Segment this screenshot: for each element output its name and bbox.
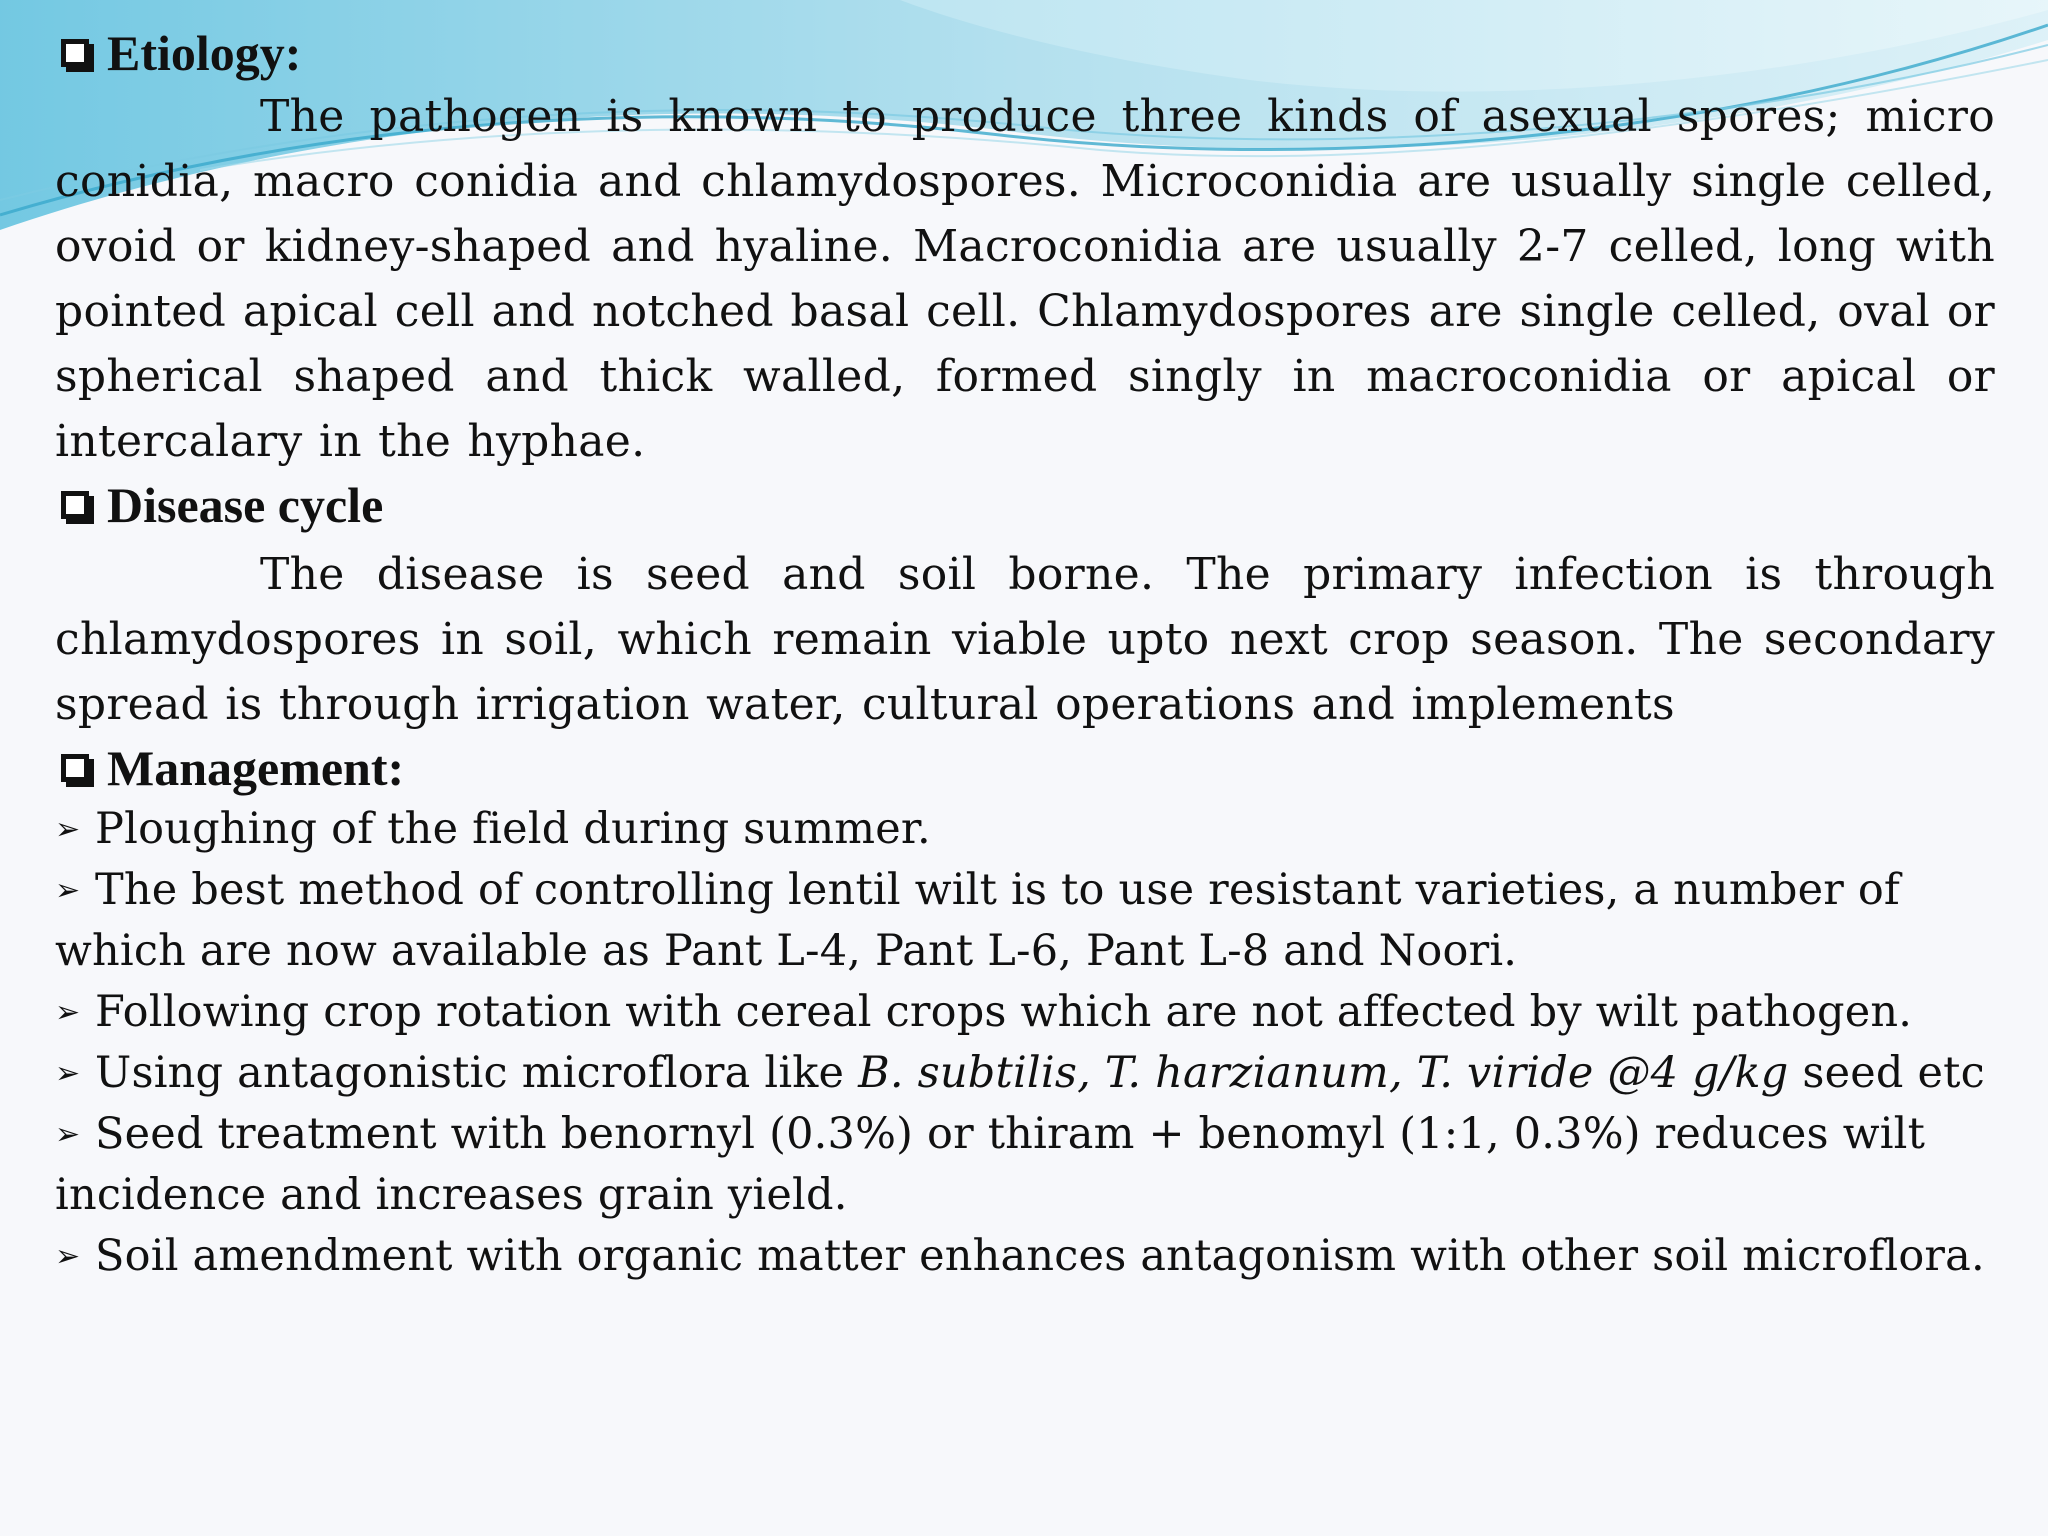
arrow-bullet-icon: ➢ (55, 1056, 81, 1091)
checkbox-bullet-icon (61, 754, 89, 782)
etiology-heading (55, 22, 1995, 84)
slide-content (55, 22, 1995, 1287)
arrow-bullet-icon: ➢ (55, 812, 81, 847)
list-item: ➢ Ploughing of the field during summer. (55, 799, 1995, 860)
disease-cycle-paragraph (55, 542, 1995, 737)
list-item: ➢ Seed treatment with benornyl (0.3%) or thiram + benomyl (1:1, 0.3%) reduces wilt incidence and increases grain yield. (55, 1104, 1995, 1226)
arrow-bullet-icon: ➢ (55, 995, 81, 1030)
etiology-heading-label: Etiology: (107, 25, 302, 81)
disease-cycle-heading-label: Disease cycle (107, 477, 384, 533)
management-heading-label: Management: (107, 740, 405, 796)
checkbox-bullet-icon (61, 491, 89, 519)
list-item: ➢ Soil amendment with organic matter enhances antagonism with other soil microflora. (55, 1226, 1995, 1287)
arrow-bullet-icon: ➢ (55, 1117, 81, 1152)
arrow-bullet-icon: ➢ (55, 873, 81, 908)
list-item: ➢ Following crop rotation with cereal crops which are not affected by wilt pathogen. (55, 982, 1995, 1043)
etiology-text: The pathogen is known to produce three kinds of asexual spores; micro conidia, macro conidia and chlamydospores. Microconidia are usually single celled, ovoid or kidney-shaped and hyaline. Macroconidia are usually 2-7 celled, long with pointed apical cell and notched basal cell. Chlamydospores are single celled, oval or spherical shaped and thick walled, formed singly in macroconidia or apical or intercalary in the hyphae. (55, 91, 1995, 467)
management-list (55, 799, 1995, 1287)
etiology-paragraph (55, 84, 1995, 474)
list-item: ➢ The best method of controlling lentil wilt is to use resistant varieties, a number of which are now available as Pant L-4, Pant L-6, Pant L-8 and Noori. (55, 860, 1995, 982)
arrow-bullet-icon: ➢ (55, 1239, 81, 1274)
list-item: ➢ Using antagonistic microflora like B. subtilis, T. harzianum, T. viride @4 g/kg seed etc (55, 1043, 1995, 1104)
disease-cycle-heading (55, 474, 1995, 536)
checkbox-bullet-icon (61, 39, 89, 67)
management-heading (55, 737, 1995, 799)
disease-cycle-text: The disease is seed and soil borne. The primary infection is through chlamydospores in soil, which remain viable upto next crop season. The secondary spread is through irrigation water, cultural operations and implements (55, 549, 1995, 730)
